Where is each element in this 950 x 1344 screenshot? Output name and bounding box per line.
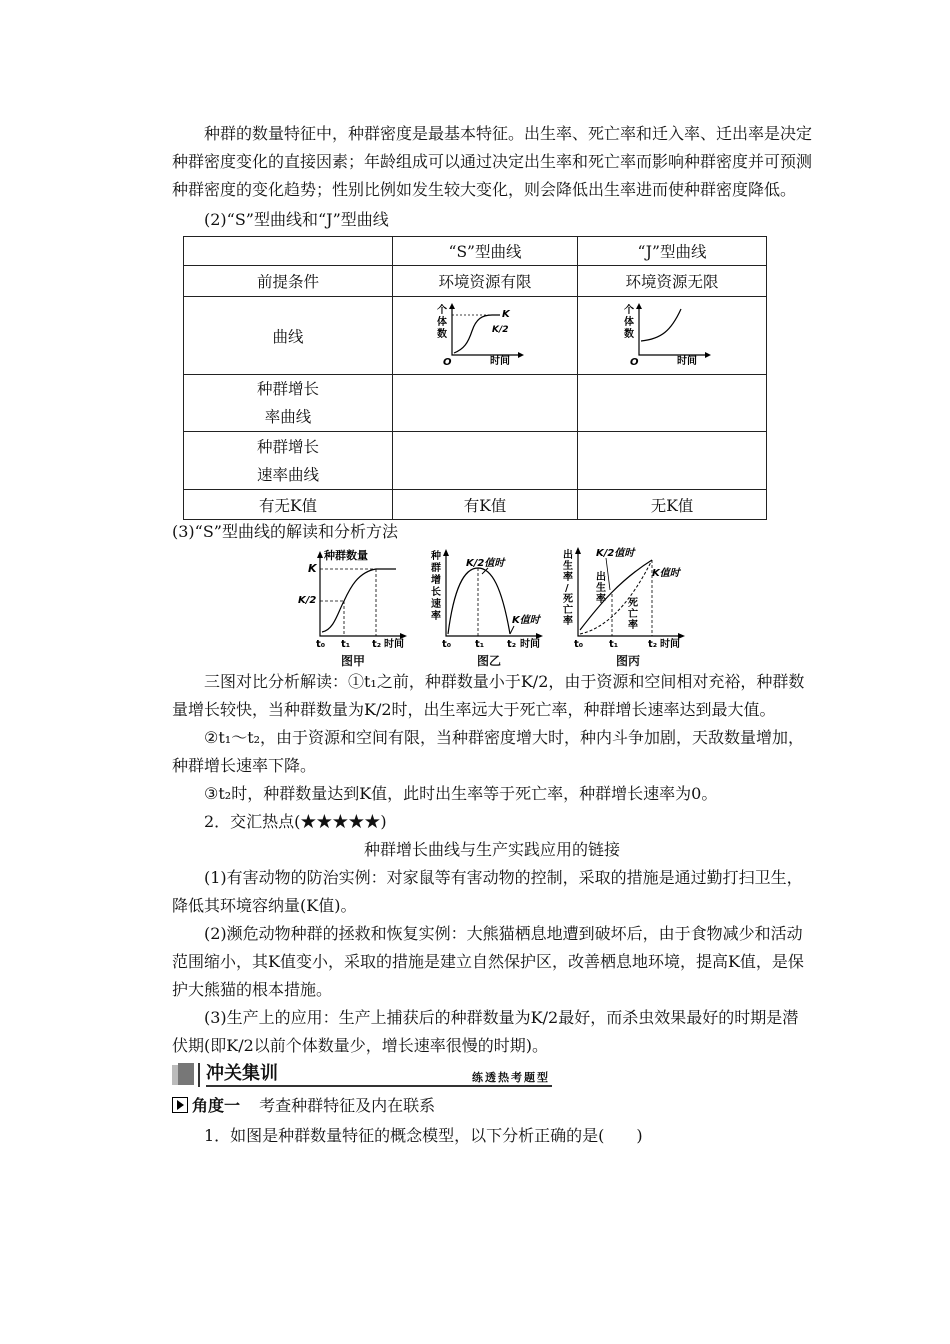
yi-tick-t2: t₂ — [507, 639, 517, 650]
heading-s-j-curves: (2)“S”型曲线和“J”型曲线 — [204, 210, 389, 229]
yi-tick-t1: t₁ — [475, 639, 485, 650]
bing-ylabel-2: 生 — [563, 561, 573, 572]
yi-note-k: K值时 — [512, 615, 540, 626]
section-divider — [198, 1063, 200, 1087]
mini-y-label-1: 个 — [624, 304, 634, 316]
speed-s-cell — [393, 432, 578, 490]
mini-y-label-3: 数 — [624, 328, 634, 340]
heading-s-curve-analysis: (3)“S”型曲线的解读和分析方法 — [172, 522, 398, 541]
row-header-speed — [184, 432, 393, 490]
col-header-j: “J”型曲线 — [578, 237, 767, 266]
yi-xlabel: 时间 — [520, 639, 540, 650]
yi-tick-t0: t₀ — [442, 639, 452, 650]
row-rate-line2: 率曲线 — [264, 408, 312, 426]
play-box-icon — [172, 1097, 188, 1113]
bing-death-3: 率 — [628, 620, 638, 631]
k-j: 无K值 — [578, 490, 767, 520]
section-underline — [206, 1085, 552, 1087]
application-1: (1)有害动物的防治实例：对家鼠等有害动物的控制，采取的措施是通过勤打扫卫生，降低其环境容纳量(K值)。 — [172, 868, 803, 915]
jia-ylabel: 种群数量 — [324, 549, 368, 562]
mini-y-label-3: 数 — [437, 328, 447, 340]
mini-origin: O — [630, 356, 639, 367]
bing-birth-1: 出 — [596, 572, 606, 583]
bing-ylabel-5: 死 — [563, 594, 573, 605]
row-header-premise: 前提条件 — [184, 266, 393, 297]
mini-y-label-2: 体 — [437, 316, 447, 328]
row-speed-line2: 速率曲线 — [256, 465, 319, 484]
row-header-k: 有无K值 — [184, 490, 393, 520]
s-curve-cell — [393, 297, 578, 375]
premise-s: 环境资源有限 — [393, 266, 578, 297]
figure-bing-caption: 图丙 — [616, 654, 641, 668]
figure-yi — [428, 548, 548, 652]
hot-topic-heading: 2．交汇热点(★★★★★) — [204, 812, 387, 831]
bing-birth-3: 率 — [596, 594, 606, 605]
yi-ylabel-5: 速 — [431, 599, 441, 610]
yi-ylabel-3: 增 — [431, 575, 441, 586]
s-curve-mini-diagram — [430, 301, 540, 367]
intro-paragraph: 种群的数量特征中，种群密度是最基本特征。出生率、死亡率和迁入率、迁出率是决定种群密度变化的直接因素；年龄组成可以通过决定出生率和死亡率而影响种群密度并可预测种群密度的变化趋势；性别比例如发生较大变化，则会降低出生率进而使种群密度降低。 — [172, 124, 813, 199]
j-curve-mini-diagram — [617, 301, 727, 367]
bing-ylabel-3: 率 — [563, 572, 573, 583]
bing-ylabel-1: 出 — [563, 550, 573, 561]
bing-death-1: 死 — [628, 598, 638, 609]
mini-y-label-2: 体 — [624, 316, 634, 328]
yi-ylabel-2: 群 — [431, 563, 441, 574]
premise-j: 环境资源无限 — [578, 266, 767, 297]
bing-note-k2: K/2值时 — [596, 548, 635, 559]
yi-ylabel-6: 率 — [431, 611, 441, 622]
k-s: 有K值 — [393, 490, 578, 520]
section-block-dark — [178, 1063, 194, 1085]
table-corner-cell — [184, 237, 393, 266]
bing-tick-t0: t₀ — [574, 639, 584, 650]
jia-xlabel: 时间 — [384, 639, 404, 650]
bing-ylabel-6: 亡 — [563, 605, 573, 616]
s-j-comparison-table — [183, 236, 767, 520]
j-curve-cell — [578, 297, 767, 375]
jia-tick-t2: t₂ — [372, 639, 382, 650]
jia-k-label: K — [308, 562, 317, 575]
question-1: 1．如图是种群数量特征的概念模型，以下分析正确的是( ) — [204, 1126, 643, 1145]
application-2: (2)濒危动物种群的拯救和恢复实例：大熊猫栖息地遭到破坏后，由于食物减少和活动范围缩小，其K值变小，采取的措施是建立自然保护区，改善栖息地环境，提高K值，是保护大熊猫的根本措施。 — [172, 924, 804, 999]
analysis-paragraph-3: ③t₂时，种群数量达到K值，此时出生率等于死亡率，种群增长速率为0。 — [204, 784, 718, 803]
analysis-paragraph-1: 三图对比分析解读：①t₁之前，种群数量小于K/2，由于资源和空间相对充裕，种群数量增长较快，当种群数量为K/2时，出生率远大于死亡率，种群增长速率达到最大值。 — [172, 672, 805, 719]
mini-y-label-1: 个 — [437, 304, 447, 316]
angle-label: 角度一 — [192, 1096, 241, 1115]
section-header-bar — [172, 1063, 552, 1087]
bing-note-k: K值时 — [652, 568, 680, 579]
bing-ylabel-7: 率 — [563, 616, 573, 627]
speed-j-cell — [578, 432, 767, 490]
figure-bing — [560, 544, 690, 652]
yi-ylabel-1: 种 — [431, 551, 441, 562]
row-rate-line1: 种群增长 — [256, 380, 319, 398]
row-header-rate — [184, 375, 393, 432]
application-3: (3)生产上的应用：生产上捕获后的种群数量为K/2最好，而杀虫效果最好的时期是潜伏期(即K/2以前个体数量少，增长速率很慢的时期)。 — [172, 1008, 799, 1055]
jia-tick-t0: t₀ — [316, 639, 326, 650]
analysis-paragraph-2: ②t₁～t₂，由于资源和空间有限，当种群密度增大时，种内斗争加剧，天敌数量增加，种群增长速率下降。 — [172, 728, 805, 775]
yi-note-k2: K/2值时 — [466, 558, 505, 569]
jia-k2-label: K/2 — [298, 595, 317, 606]
mini-origin: O — [443, 356, 452, 367]
bing-death-2: 亡 — [628, 609, 638, 620]
bing-tick-t2: t₂ — [648, 639, 658, 650]
figure-yi-caption: 图乙 — [477, 654, 502, 668]
link-title: 种群增长曲线与生产实践应用的链接 — [363, 840, 620, 859]
section-subtitle: 练透热考题型 — [472, 1071, 550, 1084]
rate-s-cell — [393, 375, 578, 432]
mini-x-label: 时间 — [677, 355, 697, 367]
yi-ylabel-4: 长 — [431, 587, 441, 598]
jia-tick-t1: t₁ — [341, 639, 351, 650]
figure-jia-caption: 图甲 — [341, 654, 366, 668]
angle-text: 考查种群特征及内在联系 — [259, 1096, 436, 1115]
bing-birth-2: 生 — [596, 583, 606, 594]
bing-tick-t1: t₁ — [609, 639, 619, 650]
rate-j-cell — [578, 375, 767, 432]
mini-k2-label: K/2 — [492, 324, 509, 335]
mini-x-label: 时间 — [490, 355, 510, 367]
bing-xlabel: 时间 — [660, 639, 680, 650]
figure-jia — [292, 548, 412, 652]
row-header-curve: 曲线 — [184, 297, 393, 375]
row-speed-line1: 种群增长 — [256, 437, 319, 456]
bing-ylabel-4: / — [565, 583, 569, 594]
angle-line — [172, 1094, 435, 1118]
mini-k-label: K — [502, 308, 510, 320]
col-header-s: “S”型曲线 — [393, 237, 578, 266]
section-title: 冲关集训 — [206, 1063, 278, 1084]
